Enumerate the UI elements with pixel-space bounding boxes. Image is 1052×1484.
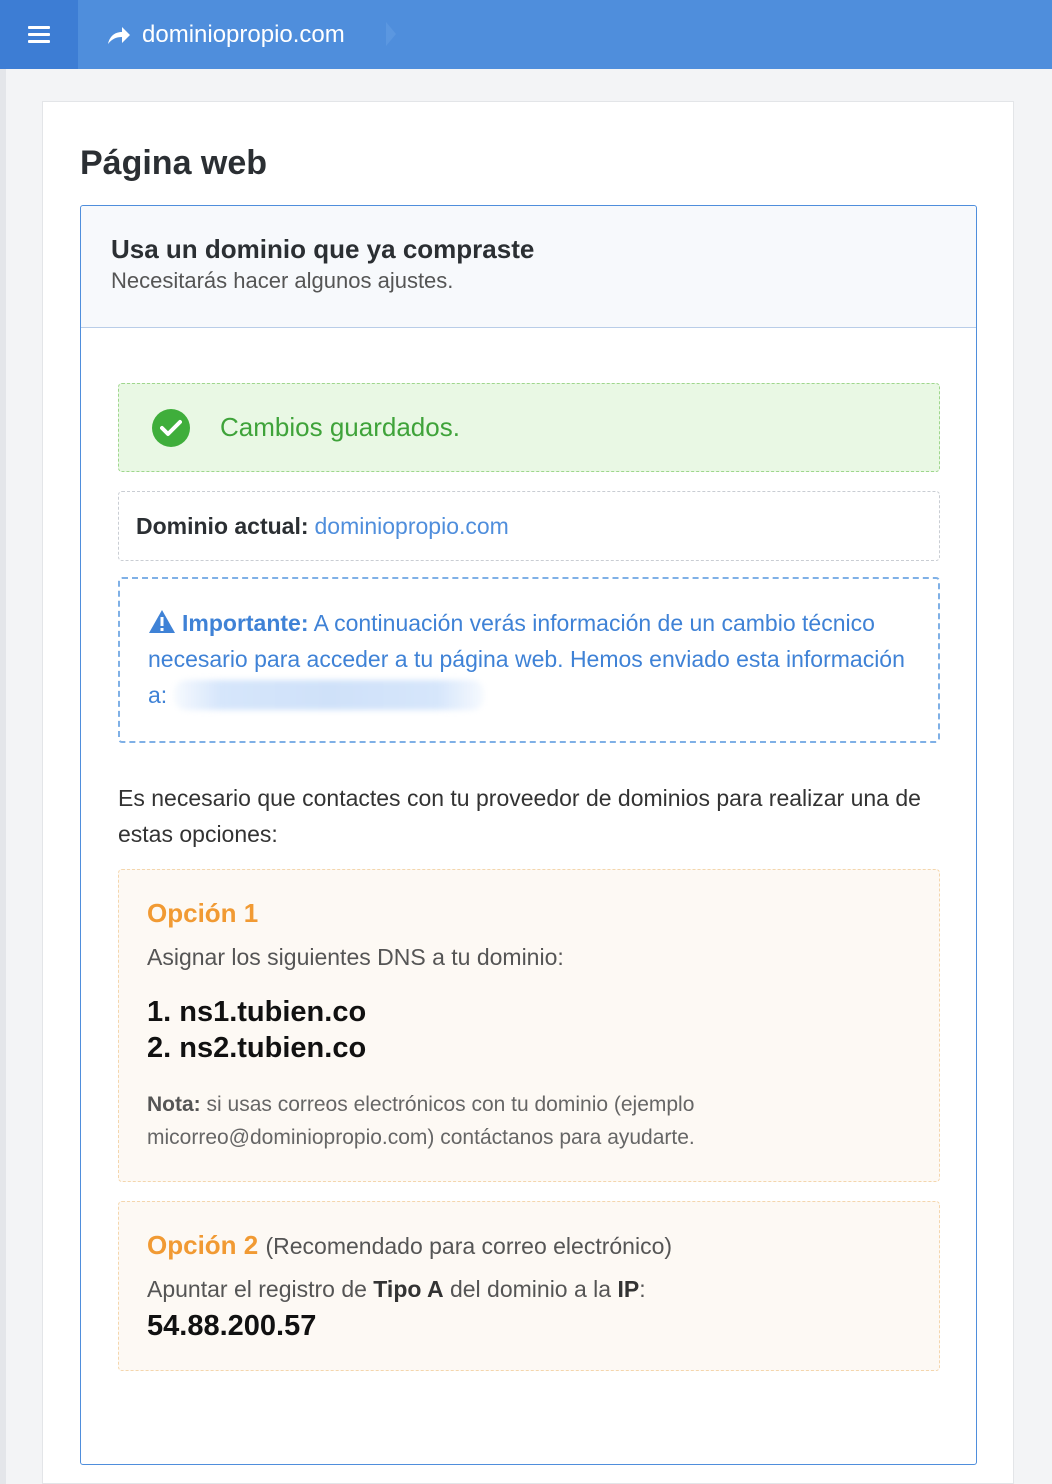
dns-server-2: 2. ns2.tubien.co [147,1032,367,1064]
desc-prefix: Apuntar el registro de [147,1276,367,1302]
current-domain-value[interactable]: dominiopropio.com [314,512,509,539]
note-label: Nota: [147,1093,201,1116]
panel-title: Usa un dominio que ya compraste [111,234,535,264]
option-2-heading [147,1230,672,1261]
ip-label: IP [617,1276,640,1302]
hamburger-icon [28,26,50,44]
panel-subtitle: Necesitarás hacer algunos ajustes. [111,268,454,293]
option-1-title: Opción 1 [147,898,259,928]
note-text: si usas correos electrónicos con tu dominio (ejemplo micorreo@dominiopropio.com) contáctanos para ayudarte. [147,1093,695,1149]
page-title: Página web [80,144,268,182]
breadcrumb[interactable] [106,0,345,69]
important-label: Importante: [182,610,309,636]
breadcrumb-domain: dominiopropio.com [142,20,345,48]
option-2-title: Opción 2 [147,1230,259,1260]
record-type: Tipo A [373,1276,444,1302]
important-text: A continuación verás información de un cambio técnico necesario para acceder a tu página web. Hemos enviado esta información a: [148,610,905,708]
important-info-box [118,577,940,743]
page-card [42,101,1014,1484]
intro-text: Es necesario que contactes con tu proveedor de dominios para realizar una de estas opciones: [118,785,921,847]
share-arrow-icon [106,24,132,46]
check-circle-icon [152,409,190,447]
panel-header [81,206,976,328]
option-2-description [147,1276,646,1303]
warning-triangle-icon [148,609,176,634]
desc-middle: del dominio a la [449,1276,612,1302]
option-2-subtitle: (Recomendado para correo electrónico) [265,1233,673,1259]
current-domain-label: Dominio actual: [136,512,309,539]
success-alert [118,383,940,472]
menu-button[interactable] [0,0,78,69]
breadcrumb-separator [386,22,396,46]
option-1-box [118,869,940,1182]
option-1-note [147,1088,907,1154]
dns-server-1: 1. ns1.tubien.co [147,996,367,1028]
current-domain-box [118,491,940,561]
redacted-email [174,680,484,710]
success-message: Cambios guardados. [220,412,460,442]
ip-address: 54.88.200.57 [147,1310,317,1342]
domain-panel [80,205,977,1465]
option-1-description: Asignar los siguientes DNS a tu dominio: [147,944,564,970]
option-2-box [118,1201,940,1371]
desc-suffix: : [639,1276,646,1302]
top-bar [0,0,1052,69]
left-edge [0,69,6,1484]
